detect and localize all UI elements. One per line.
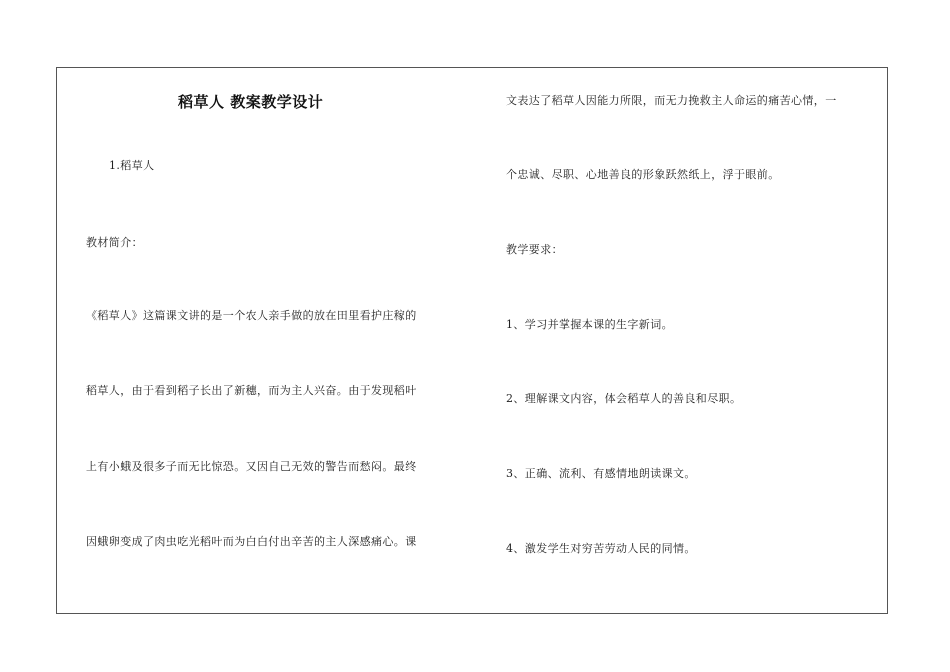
requirements-heading: 教学要求： <box>506 243 563 256</box>
intro-heading: 教材简介： <box>86 236 143 249</box>
requirement-1: 1、学习并掌握本课的生字新词。 <box>506 318 673 331</box>
intro-continued-line-1: 文表达了稻草人因能力所限，而无力挽救主人命运的痛苦心情，一 <box>506 94 837 107</box>
page-border <box>56 67 888 614</box>
intro-line-2: 稻草人，由于看到稻子长出了新穗，而为主人兴奋。由于发现稻叶 <box>86 384 417 397</box>
document-title: 稻草人 教案教学设计 <box>178 93 324 111</box>
intro-line-4: 因蛾卵变成了肉虫吃光稻叶而为白白付出辛苦的主人深感痛心。课 <box>86 535 417 548</box>
lesson-number: 1.稻草人 <box>109 159 155 172</box>
intro-continued-line-2: 个忠诚、尽职、心地善良的形象跃然纸上，浮于眼前。 <box>506 168 780 181</box>
requirement-2: 2、理解课文内容，体会稻草人的善良和尽职。 <box>506 392 742 405</box>
intro-line-1: 《稻草人》这篇课文讲的是一个农人亲手做的放在田里看护庄稼的 <box>86 309 417 322</box>
requirement-4: 4、激发学生对穷苦劳动人民的同情。 <box>506 542 696 555</box>
requirement-3: 3、正确、流利、有感情地朗读课文。 <box>506 467 696 480</box>
intro-line-3: 上有小蛾及很多子而无比惊恐。又因自己无效的警告而愁闷。最终 <box>86 460 417 473</box>
